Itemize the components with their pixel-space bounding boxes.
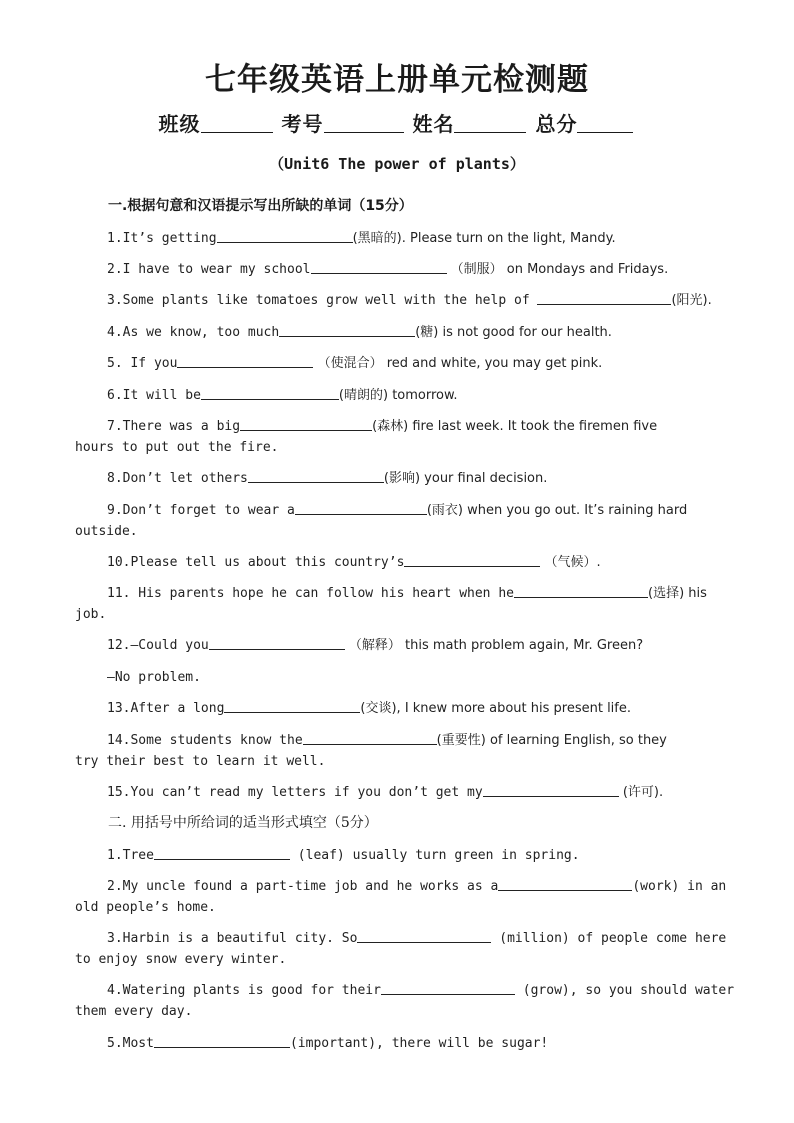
score-label: 总分 (535, 112, 578, 136)
question-text: 10.Please tell us about this country’s (107, 555, 405, 570)
page-title: 七年级英语上册单元检测题 (205, 62, 589, 98)
answer-blank[interactable] (154, 1033, 290, 1048)
question-text: 14.Some students know the (107, 733, 303, 748)
unit-subtitle: （Unit6 The power of plants） (269, 155, 525, 173)
question-text: 3.Harbin is a beautiful city. So (107, 931, 358, 946)
question-text: （气候）. (540, 555, 601, 570)
question-text: 9.Don’t forget to wear a (107, 503, 295, 518)
question-text: (晴朗的) tomorrow. (338, 388, 458, 403)
question-text: （解释） this math problem again, Mr. Green? (344, 638, 644, 653)
answer-blank[interactable] (154, 845, 290, 860)
question-text: 11. His parents hope he can follow his heart when he (107, 586, 514, 601)
question-2-3 (75, 928, 735, 970)
question-text: (许可). (618, 785, 664, 800)
question-text: (糖) is not good for our health. (415, 325, 612, 340)
answer-blank[interactable] (537, 290, 671, 305)
question-1-6 (75, 385, 735, 406)
question-text: (森林) fire last week. It took the firemen five (372, 419, 658, 434)
question-text: (阳光). (671, 293, 712, 308)
question-1-13 (75, 698, 735, 719)
question-text: 1.It’s getting (107, 231, 217, 246)
question-text: 4.Watering plants is good for their (107, 983, 381, 998)
question-1-12-reply (75, 667, 735, 688)
question-text: (交谈), I knew more about his present life. (360, 701, 631, 716)
question-2-4 (75, 980, 735, 1022)
question-text: (重要性) of learning English, so they (436, 733, 667, 748)
question-text: 6.It will be (107, 388, 201, 403)
answer-blank[interactable] (177, 353, 313, 368)
question-text: 5. If you (107, 356, 178, 371)
question-text: (important), there will be sugar! (289, 1036, 549, 1051)
question-text: outside. (75, 524, 138, 539)
question-text: 13.After a long (107, 701, 225, 716)
question-2-1 (75, 845, 735, 866)
question-text: (黑暗的). Please turn on the light, Mandy. (352, 231, 616, 246)
answer-blank[interactable] (404, 552, 540, 567)
answer-blank[interactable] (483, 782, 619, 797)
number-blank[interactable] (324, 112, 404, 133)
answer-blank[interactable] (357, 928, 491, 943)
answer-blank[interactable] (381, 980, 515, 995)
name-label: 姓名 (412, 112, 455, 136)
answer-blank[interactable] (498, 876, 632, 891)
question-text: （使混合） red and white, you may get pink. (313, 356, 603, 371)
question-1-1 (75, 228, 735, 249)
number-label: 考号 (281, 112, 324, 136)
question-text: 2.I have to wear my school (107, 262, 311, 277)
question-text: (million) of people come here (491, 931, 727, 946)
question-2-5 (75, 1033, 735, 1054)
question-text: 15.You can’t read my letters if you don’t get my (107, 785, 483, 800)
question-1-12 (75, 635, 735, 656)
question-text: hours to put out the fire. (75, 440, 279, 455)
question-text: (影响) your final decision. (383, 471, 548, 486)
question-text: try their best to learn it well. (75, 754, 326, 769)
question-1-3 (75, 290, 735, 311)
student-info-line (0, 110, 794, 138)
question-1-15 (75, 782, 735, 803)
class-label: 班级 (158, 112, 201, 136)
question-text: 7.There was a big (107, 419, 241, 434)
question-text: (leaf) usually turn green in spring. (289, 848, 580, 863)
answer-blank[interactable] (303, 730, 437, 745)
question-text: 4.As we know, too much (107, 325, 280, 340)
question-1-8 (75, 468, 735, 489)
question-text: to enjoy snow every winter. (75, 952, 287, 967)
question-1-7 (75, 416, 735, 458)
question-text: 2.My uncle found a part-time job and he works as a (107, 879, 499, 894)
answer-blank[interactable] (295, 500, 427, 515)
answer-blank[interactable] (311, 259, 447, 274)
question-text: (雨衣) when you go out. It’s raining hard (426, 503, 688, 518)
question-1-10 (75, 552, 735, 573)
question-text: job. (75, 607, 107, 622)
answer-blank[interactable] (224, 698, 360, 713)
answer-blank[interactable] (514, 583, 648, 598)
question-text: (选择) his (648, 586, 707, 601)
question-text: —No problem. (107, 670, 201, 685)
question-text: 12.—Could you (107, 638, 209, 653)
question-text: （制服） on Mondays and Fridays. (446, 262, 669, 277)
answer-blank[interactable] (240, 416, 372, 431)
question-1-2 (75, 259, 735, 280)
score-blank[interactable] (577, 112, 633, 133)
answer-blank[interactable] (201, 385, 339, 400)
question-1-9 (75, 500, 735, 542)
question-text: 3.Some plants like tomatoes grow well with the help of (107, 293, 538, 308)
question-1-4 (75, 322, 735, 343)
question-text: 1.Tree (107, 848, 154, 863)
name-blank[interactable] (454, 112, 526, 133)
question-text: them every day. (75, 1004, 193, 1019)
answer-blank[interactable] (209, 635, 345, 650)
section-2-heading: 二. 用括号中所给词的适当形式填空（5分） (108, 815, 378, 831)
question-2-2 (75, 876, 735, 918)
answer-blank[interactable] (217, 228, 353, 243)
answer-blank[interactable] (279, 322, 415, 337)
class-blank[interactable] (201, 112, 273, 133)
answer-blank[interactable] (248, 468, 384, 483)
question-text: 5.Most (107, 1036, 154, 1051)
question-text: (work) in an (632, 879, 727, 894)
question-text: (grow), so you should water (514, 983, 735, 998)
question-1-14 (75, 730, 735, 772)
question-text: 8.Don’t let others (107, 471, 248, 486)
question-1-11 (75, 583, 735, 625)
question-text: old people’s home. (75, 900, 216, 915)
question-1-5 (75, 353, 735, 374)
section-1-heading: 一.根据句意和汉语提示写出所缺的单词（15分） (108, 198, 413, 214)
